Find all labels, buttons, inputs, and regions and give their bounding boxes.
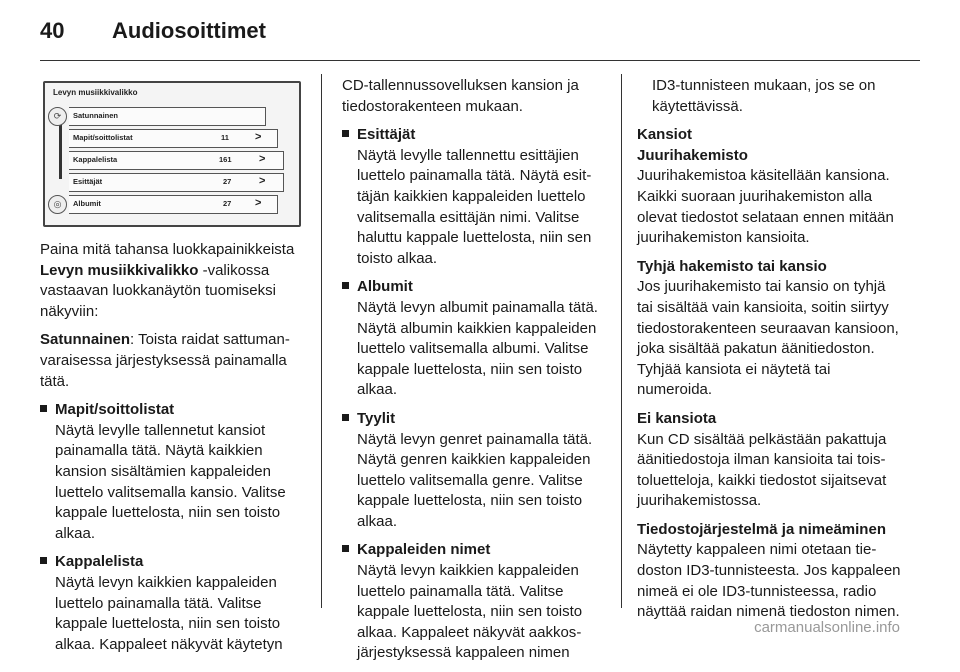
col2-lead: CD-tallennussovelluksen kansion ja tiedostorakenteen mukaan.	[342, 77, 579, 115]
page-header	[40, 18, 266, 50]
chapter-title: Audiosoittimet	[112, 18, 266, 43]
section-heading-kansiot: Kansiot	[637, 126, 693, 144]
bullet-square-icon	[342, 130, 349, 137]
section-tiedostojarjestelma: Tiedostojärjestelmä ja nimeäminen Näytetty kappaleen nimi otetaan tiedoston ID3-tunnisteesta. Jos kappaleen nimeä ei ole ID3-tunnisteessa, radio näyttää raidan nimenä tiedoston nimen.	[637, 520, 901, 621]
column-1	[40, 240, 308, 663]
page-number: 40	[40, 18, 65, 43]
column-divider-2	[621, 74, 622, 608]
bullet-tyylit: Tyylit Näytä levyn genret painamalla tätä. Näytä genren kaikkien kappaleiden luettelo valitsemalla genre. Valitse kappale luettelosta, niin sen toisto alkaa.	[342, 409, 604, 533]
satunnainen-paragraph: Satunnainen: Toista raidat sattumanvaraisessa järjestyksessä painamalla tätä.	[40, 331, 290, 390]
section-ei-kansiota: Ei kansiota Kun CD sisältää pelkästään pakattuja äänitiedostoja ilman kansioita tai toistoluetteloja, kaikki tiedostot sijaitsevat juurihakemistossa.	[637, 409, 887, 510]
menu-screen-illustration	[40, 78, 302, 228]
bullet-square-icon	[40, 557, 47, 564]
header-divider	[40, 60, 920, 61]
bullet-square-icon	[342, 282, 349, 289]
bullet-square-icon	[342, 414, 349, 421]
chevron-right-icon: >	[259, 153, 266, 165]
shuffle-icon: ⟳	[48, 107, 67, 126]
intro-paragraph: Paina mitä tahansa luokkapainikkeista Levyn musiikkivalikko -valikossa vastaavan luokkanäytön tuomiseksi näkyviin:	[40, 241, 295, 320]
column-2	[342, 76, 604, 672]
disc-icon: ◎	[48, 195, 67, 214]
scrollbar	[59, 119, 62, 179]
column-divider-1	[321, 74, 322, 608]
section-tyhja-hakemisto: Tyhjä hakemisto tai kansio Jos juurihakemisto tai kansio on tyhjä tai sisältää vain kansioita, soitin siirtyy tiedostorakenteen seuraavan kansioon, joka sisältää pakatun äänitiedoston. Tyhjää kansiota ei näytetä tai numeroida.	[637, 257, 899, 399]
bullet-mapit: Mapit/soittolistat Näytä levylle tallennetut kansiot painamalla tätä. Näytä kaikkien kansion sisältämien kappaleiden luettelo valitsemalla kansio. Valitse kappale luettelosta, niin sen toisto alkaa.	[40, 400, 308, 544]
menu-row-satunnainen: Satunnainen	[69, 107, 266, 126]
bullet-kappalelista: Kappalelista Näytä levyn kaikkien kappaleiden luettelo painamalla tätä. Valitse kappale luettelosta, niin sen toisto alkaa. Kappaleet näkyvät käytetyn	[40, 552, 308, 655]
screen-title: Levyn musiikkivalikko	[53, 88, 138, 97]
chevron-right-icon: >	[255, 131, 262, 143]
bullet-albumit: Albumit Näytä levyn albumit painamalla tätä. Näytä albumin kaikkien kappaleiden luettelo valitsemalla albumi. Valitse kappale luettelosta, niin sen toisto alkaa.	[342, 277, 604, 401]
display-screen	[43, 81, 301, 227]
menu-row-kappalelista: Kappalelista 161 >	[69, 151, 284, 170]
bullet-esittajat: Esittäjät Näytä levylle tallennettu esittäjien luettelo painamalla tätä. Näytä esittäjän kaikkien kappaleiden luettelo valitsemalla esittäjän nimi. Valitse haluttu kappale luettelosta, niin sen toisto alkaa.	[342, 125, 604, 269]
watermark: carmanualsonline.info	[754, 619, 900, 636]
chevron-right-icon: >	[255, 197, 262, 209]
menu-row-mapit: Mapit/soittolistat 11 >	[69, 129, 278, 148]
column-3	[637, 76, 902, 631]
bullet-kappaleiden-nimet: Kappaleiden nimet Näytä levyn kaikkien kappaleiden luettelo painamalla tätä. Valitse kappale luettelosta, niin sen toisto alkaa. Kappaleet näkyvät aakkosjärjestyksessä kappaleen nimen	[342, 540, 604, 664]
chevron-right-icon: >	[259, 175, 266, 187]
menu-row-albumit: Albumit 27 >	[69, 195, 278, 214]
section-juurihakemisto: Juurihakemisto Juurihakemistoa käsitellään kansiona. Kaikki suoraan juurihakemiston alla olevat tiedostot selataan ennen mitään juurihakemiston kansioita.	[637, 146, 894, 247]
bullet-square-icon	[342, 545, 349, 552]
col3-lead: ID3-tunnisteen mukaan, jos se on käytettävissä.	[652, 77, 876, 115]
menu-row-esittajat: Esittäjät 27 >	[69, 173, 284, 192]
bullet-square-icon	[40, 405, 47, 412]
